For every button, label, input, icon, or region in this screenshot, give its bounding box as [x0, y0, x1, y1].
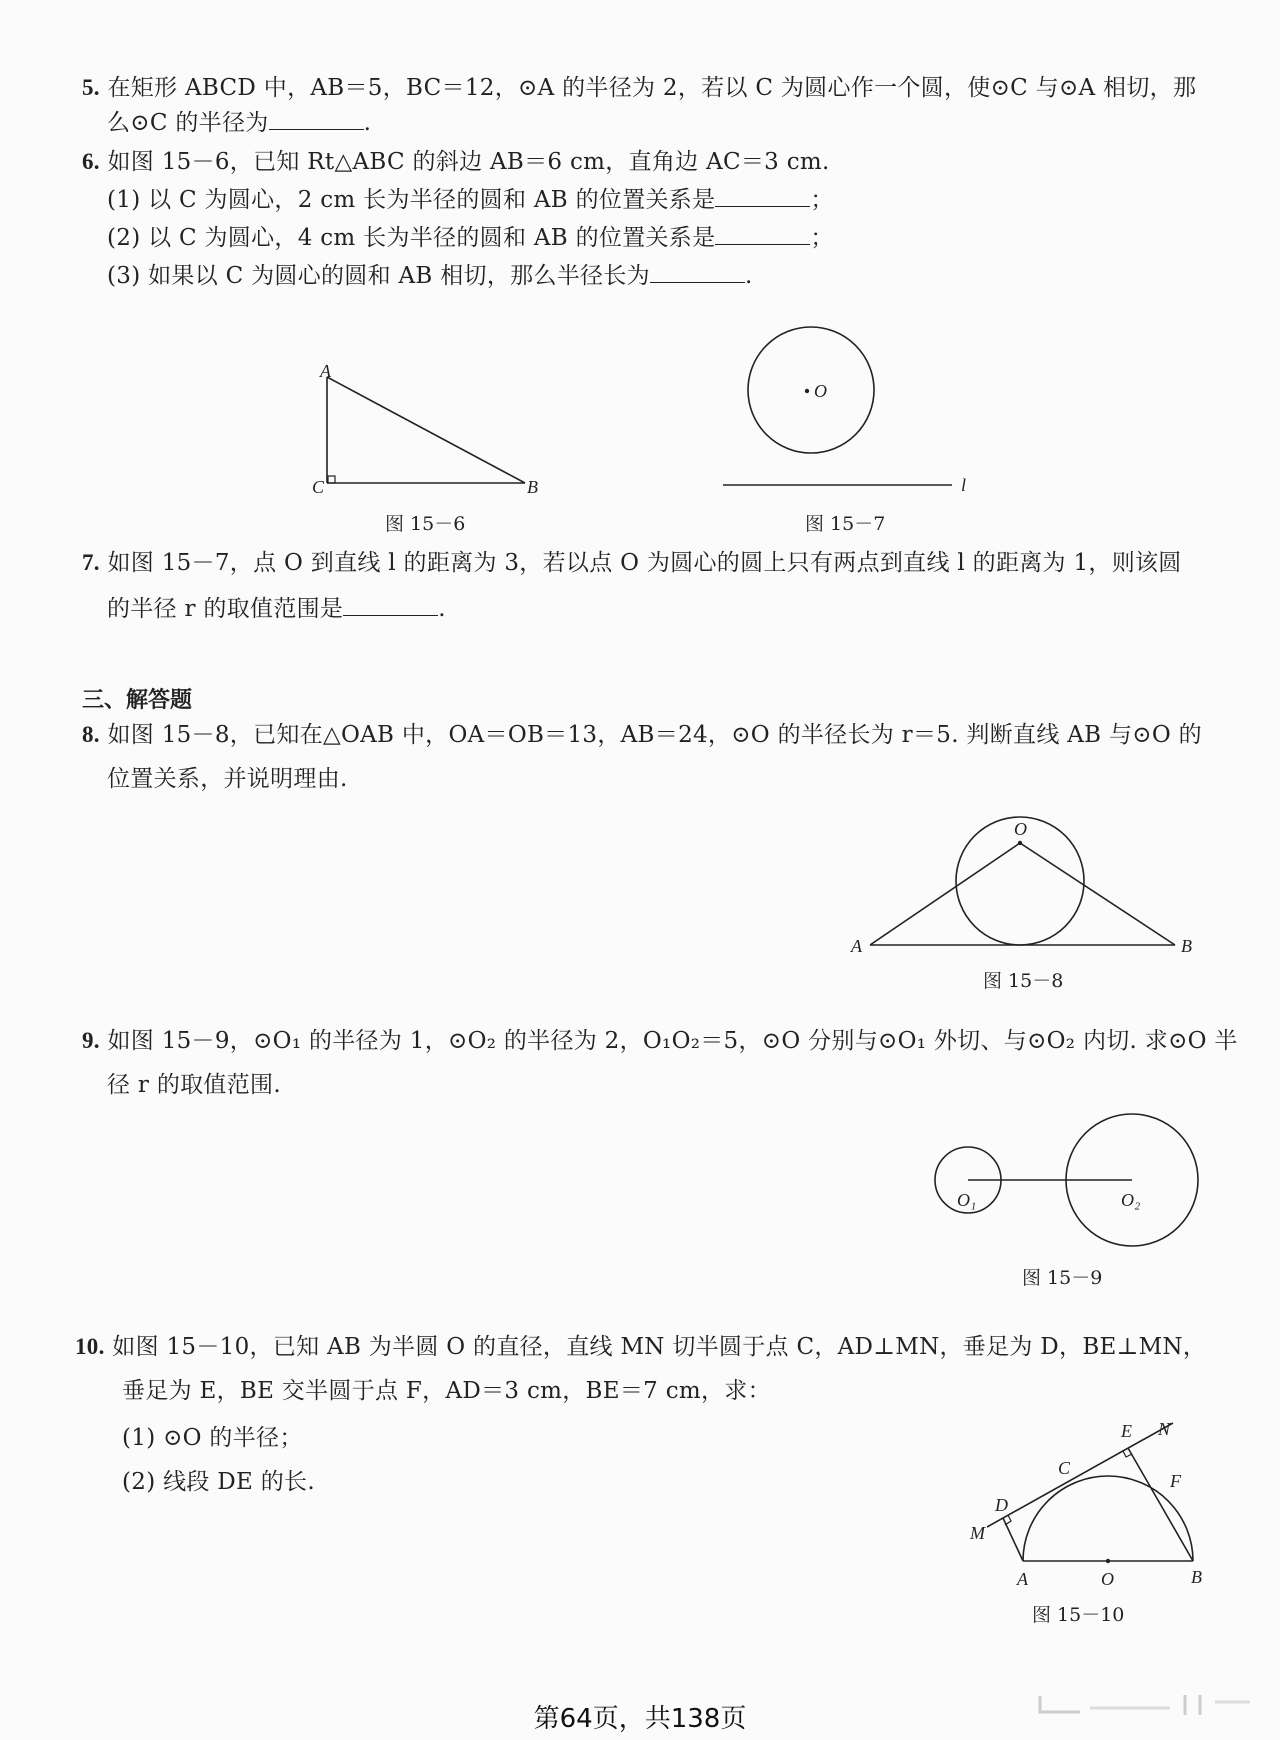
q6-sub1-text: (1) 以 C 为圆心，2 cm 长为半径的圆和 AB 的位置关系是 — [107, 187, 716, 213]
label-A: A — [1017, 1569, 1028, 1589]
figure-15-9 — [925, 1110, 1205, 1250]
figure-15-8 — [845, 805, 1205, 965]
page-footer: 第64页，共138页 — [533, 1704, 747, 1734]
q7-text: 如图 15－7，点 O 到直线 l 的距离为 3，若以点 O 为圆心的圆上只有两点到直线 l 的距离为 1，则该圆 — [107, 550, 1182, 576]
q8-number: 8. — [82, 722, 100, 747]
label-E: E — [1121, 1421, 1132, 1441]
q6-sub1-blank[interactable] — [715, 184, 810, 207]
q5-text: 在矩形 ABCD 中，AB＝5，BC＝12，⊙A 的半径为 2，若以 C 为圆心作一个圆，使⊙C 与⊙A 相切，那 — [107, 75, 1197, 101]
figure-15-6 — [300, 365, 550, 500]
label-O: O — [1014, 819, 1027, 839]
label-A: A — [851, 936, 862, 956]
q10-text: 如图 15－10，已知 AB 为半圆 O 的直径，直线 MN 切半圆于点 C，AD⊥MN，垂足为 D，BE⊥MN， — [112, 1334, 1207, 1360]
figure-15-7 — [715, 325, 975, 495]
right-angle-mark — [328, 476, 335, 483]
q5-period: . — [363, 110, 372, 136]
label-O1: O₁ — [957, 1190, 977, 1210]
label-F: F — [1170, 1471, 1181, 1491]
caption-15-7: 图 15－7 — [805, 513, 886, 535]
q10-text-2: 垂足为 E，BE 交半圆于点 F，AD＝3 cm，BE＝7 cm，求： — [122, 1378, 771, 1404]
q10-sub2-text: (2) 线段 DE 的长. — [122, 1469, 315, 1495]
label-O: O — [1101, 1569, 1114, 1589]
q5-text-2: 么⊙C 的半径为 — [107, 110, 269, 136]
q6-sub3-text: (3) 如果以 C 为圆心的圆和 AB 相切，那么半径长为 — [107, 263, 650, 289]
q7-line2 — [107, 592, 446, 626]
q6-sub2-blank[interactable] — [715, 222, 810, 245]
q6-sub2 — [107, 221, 834, 255]
q5-line1 — [82, 71, 1196, 105]
q9-number: 9. — [82, 1028, 100, 1053]
q6-sub2-text: (2) 以 C 为圆心，4 cm 长为半径的圆和 AB 的位置关系是 — [107, 225, 716, 251]
q6-number: 6. — [82, 149, 100, 174]
q8-text: 如图 15－8，已知在△OAB 中，OA＝OB＝13，AB＝24，⊙O 的半径长为 r＝5. 判断直线 AB 与⊙O 的 — [107, 722, 1202, 748]
label-N: N — [1158, 1419, 1171, 1439]
q10-sub1 — [122, 1421, 303, 1455]
q10-sub2 — [122, 1465, 315, 1499]
q5-line2 — [107, 106, 371, 140]
q6-sub1 — [107, 183, 834, 217]
q8-text-2: 位置关系，并说明理由. — [107, 766, 348, 792]
label-D: D — [995, 1495, 1008, 1515]
q5-answer-blank[interactable] — [269, 107, 364, 130]
label-C: C — [1058, 1458, 1071, 1478]
q6-sub2-semi: ； — [810, 225, 834, 251]
label-A: A — [320, 365, 331, 381]
scroll-indicator-icon — [1020, 1690, 1260, 1720]
label-l: l — [961, 475, 967, 495]
q7-answer-blank[interactable] — [343, 593, 438, 616]
section-heading: 三、解答题 — [82, 687, 193, 713]
label-B: B — [1191, 1567, 1202, 1587]
q6-text: 如图 15－6，已知 Rt△ABC 的斜边 AB＝6 cm，直角边 AC＝3 cm. — [107, 149, 830, 175]
q9-line1 — [82, 1024, 1238, 1058]
caption-15-8: 图 15－8 — [983, 970, 1064, 992]
label-O: O — [814, 381, 827, 401]
q7-number: 7. — [82, 550, 100, 575]
q6-sub3-blank[interactable] — [650, 260, 745, 283]
caption-15-10: 图 15－10 — [1032, 1604, 1125, 1626]
label-B: B — [527, 477, 538, 497]
q6-sub1-semi: ； — [810, 187, 834, 213]
q10-line1 — [75, 1330, 1206, 1364]
q8-line2 — [107, 762, 348, 796]
q5-number: 5. — [82, 75, 100, 100]
q6-sub3-period: . — [744, 263, 753, 289]
label-C: C — [312, 477, 325, 497]
figure-15-10 — [945, 1415, 1210, 1590]
q10-line2 — [122, 1374, 771, 1408]
q7-line1 — [82, 546, 1182, 580]
caption-15-9: 图 15－9 — [1022, 1267, 1103, 1289]
q6-sub3 — [107, 259, 753, 293]
q9-line2 — [107, 1068, 281, 1102]
q6-line1 — [82, 145, 830, 179]
q10-number: 10. — [75, 1334, 105, 1359]
q9-text: 如图 15－9，⊙O₁ 的半径为 1，⊙O₂ 的半径为 2，O₁O₂＝5，⊙O 分别与⊙O₁ 外切、与⊙O₂ 内切. 求⊙O 半 — [107, 1028, 1238, 1054]
label-B: B — [1181, 936, 1192, 956]
q7-period: . — [438, 596, 446, 622]
label-O2: O₂ — [1121, 1190, 1141, 1210]
q8-line1 — [82, 718, 1202, 752]
label-M: M — [970, 1523, 985, 1543]
q9-text-2: 径 r 的取值范围. — [107, 1072, 281, 1098]
caption-15-6: 图 15－6 — [385, 513, 466, 535]
q7-text-2: 的半径 r 的取值范围是 — [107, 596, 344, 622]
q10-sub1-text: (1) ⊙O 的半径； — [122, 1425, 303, 1451]
